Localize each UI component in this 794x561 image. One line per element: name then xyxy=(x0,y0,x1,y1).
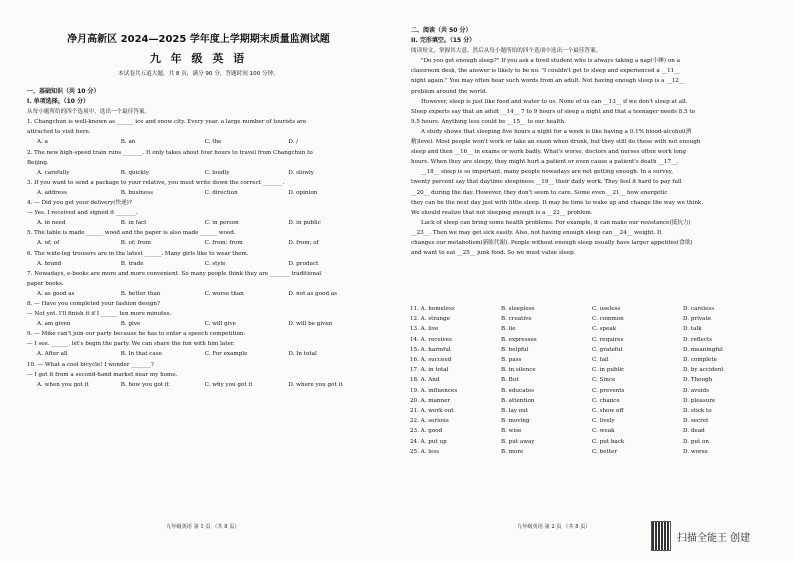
option: 22. A. serious xyxy=(410,418,449,425)
question-line: Beijing. xyxy=(27,159,49,166)
question-line: 7. Nowadays, e-books are more and more convenient. So many people think they are _______ traditional xyxy=(27,270,322,277)
option: C. style xyxy=(204,260,226,267)
passage-line: 精)level. Most people won't work or take an exam when drunk, but they still do these with not enough xyxy=(411,139,701,146)
option: D. meaningful xyxy=(683,346,723,353)
option: B. business xyxy=(120,189,153,196)
option: 20. A. manner xyxy=(410,397,451,404)
option: B. But xyxy=(501,377,519,384)
option: C. requires xyxy=(592,336,624,343)
question-line: 9. — Mike can't join our party because he has to enter a speech competition. xyxy=(27,331,246,338)
passage-line: A study shows that sleeping five hours a night for a week is like having a 0.1% blood-alcohol(酒 xyxy=(421,128,692,135)
options-row xyxy=(410,335,774,345)
options-row xyxy=(27,289,379,299)
option: B. more xyxy=(501,448,524,455)
passage-line: __23__. Then we may get sick easily. Also, not having enough sleep can __24__ weight. It xyxy=(411,229,662,236)
option: D. Though xyxy=(683,377,713,384)
option: B. lie xyxy=(501,326,516,333)
qr-code-icon xyxy=(651,521,671,551)
question-line: — I see. ______, let's begin the party. We can share the fun with him later. xyxy=(27,341,235,348)
option: D. / xyxy=(288,139,299,146)
exam-notice: 本试卷共五道大题，共 8 页，满分 90 分，答题时间 100 分钟。 xyxy=(118,71,279,77)
options-row xyxy=(410,304,774,314)
option: C. For example xyxy=(204,351,248,358)
subject-title: 九 年 级 英 语 xyxy=(149,52,248,65)
options-row xyxy=(410,416,774,426)
passage-line: __20__ during the day. However, they don't seem to care. Some even __21__ how energetic xyxy=(411,189,668,196)
question-line: 6. The wide-leg trousers are in the latest ______. Many girls like to wear them. xyxy=(27,250,249,257)
option: D. from; of xyxy=(288,240,319,247)
options-row xyxy=(27,218,379,228)
passage-line: they can be the next day just with little sleep. It may be time to wake up and change the way we think. xyxy=(411,199,704,206)
question-line: 3. If you want to send a package to your relative, you must write down the correct _______. xyxy=(27,179,285,186)
option: A. After all xyxy=(37,351,68,358)
option: D. private xyxy=(683,316,711,323)
option: 13. A. live xyxy=(410,326,439,333)
option: C. will give xyxy=(204,321,236,328)
option: D. by accident xyxy=(683,367,724,374)
option: B. trade xyxy=(120,260,144,267)
option: B. sleepless xyxy=(501,306,535,312)
passage-line: hours. When they are sleepy, they might hurt a patient or even cause a patient's death __17__. xyxy=(411,159,679,166)
passage-line: Sleep experts say that an adult __14__ 7 to 9 hours of sleep a night and that a teenager needs 8.5 to xyxy=(411,108,696,115)
option: C. worse than xyxy=(204,290,244,297)
option: B. lay out xyxy=(501,408,528,415)
option: A. carefully xyxy=(37,169,70,176)
option: D. in public xyxy=(288,220,321,227)
question-line: attracted to visit here. xyxy=(27,129,91,136)
options-row xyxy=(410,396,774,406)
option: C. in public xyxy=(592,367,625,374)
options-row xyxy=(27,349,379,359)
question-line: 1. Changchun is well-known as ______ ice and snow city. Every year, a large number of tourists are xyxy=(27,119,307,126)
option: 24. A. put up xyxy=(410,438,447,445)
passage-line: changes our metabolism(新陈代谢). People without enough sleep usually have larger appetites(食欲) xyxy=(411,239,693,246)
options-row xyxy=(410,375,774,385)
options-row xyxy=(410,447,774,457)
option: C. fail xyxy=(592,357,609,364)
option: D. secret xyxy=(683,418,709,425)
option: B. put away xyxy=(501,438,535,445)
options-row xyxy=(410,386,774,396)
passage-line: twenty percent say that daytime sleepiness __19__ their daily work. They feel it hard to pay full xyxy=(411,179,682,186)
option: A. address xyxy=(37,189,67,196)
option: 18. A. And xyxy=(410,377,440,384)
passage-line: "Do you get enough sleep?" If you ask a tired student who is always taking a nap(小睡) on a xyxy=(421,58,680,65)
option: B. of; from xyxy=(120,240,151,247)
option: C. prevents xyxy=(592,387,625,394)
option: C. Since xyxy=(592,377,616,384)
option: C. grateful xyxy=(592,346,623,353)
option: A. am given xyxy=(37,321,71,328)
option: D. avoids xyxy=(683,387,709,394)
exam-title: 净月高新区 2024—2025 学年度上学期期末质量监测试题 xyxy=(67,34,330,45)
option: 17. A. in total xyxy=(410,367,449,374)
option: C. chance xyxy=(592,397,620,404)
question-line: — I got it from a second-hand market near my home. xyxy=(27,371,178,378)
passage-line: night again." You may often hear such words from an adult. Not having enough sleep is a __12__ xyxy=(411,78,685,85)
part-heading: II. 完形填空。（15 分） xyxy=(411,37,476,45)
option: B. how you got it xyxy=(120,381,169,388)
option: C. in person xyxy=(204,220,239,227)
option: B. in fact xyxy=(120,220,147,227)
options-row xyxy=(27,188,379,198)
option: B. wise xyxy=(501,428,522,435)
part-heading: I. 单项选择。（10 分） xyxy=(27,98,90,106)
option: C. useless xyxy=(592,306,621,312)
option: C. direction xyxy=(204,189,238,196)
option: B. educates xyxy=(501,387,535,394)
options-row xyxy=(410,314,774,324)
option: C. from; from xyxy=(204,240,243,247)
option: C. show off xyxy=(592,408,624,415)
option: B. attention xyxy=(501,397,535,404)
option: C. speak xyxy=(592,326,617,333)
option: D. dead xyxy=(683,428,705,435)
options-row xyxy=(410,437,774,447)
question-line: 8. — Have you completed your fashion design? xyxy=(27,300,160,307)
option: B. an xyxy=(120,139,136,146)
options-row xyxy=(410,426,774,436)
option: C. common xyxy=(592,316,624,323)
options-row xyxy=(27,380,379,390)
option: A. as good as xyxy=(37,290,75,297)
option: 25. A. less xyxy=(410,448,440,455)
option: A. in need xyxy=(37,220,66,227)
option: B. better than xyxy=(120,290,161,297)
options-row xyxy=(410,406,774,416)
option: D. careless xyxy=(683,306,715,312)
options-row xyxy=(27,259,379,269)
option: A. a xyxy=(37,139,48,146)
option: 23. A. good xyxy=(410,428,443,435)
option: C. loudly xyxy=(204,169,230,176)
options-row xyxy=(27,238,379,248)
options-row xyxy=(27,319,379,329)
options-row xyxy=(27,168,379,178)
instructions: 阅读短文，掌握其大意，然后从每小题所给的四个选项中选出一个最佳答案。 xyxy=(411,48,602,55)
option: B. In that case xyxy=(120,351,162,358)
option: D. In total xyxy=(288,351,317,358)
passage-line: classroom desk, the answer is likely to be no. "I couldn't get to sleep and experienced a __11__ xyxy=(411,68,680,75)
instructions: 从每小题所给的四个选项中，选出一个最佳答案。 xyxy=(27,109,151,116)
option: D. not as good as xyxy=(288,290,338,297)
option: 12. A. strange xyxy=(410,316,450,323)
passage-line: We should realize that not sleeping enough is a __22__ problem. xyxy=(411,209,593,216)
question-line: 10. — What a cool bicycle! I wonder _______? xyxy=(27,361,154,368)
options-row xyxy=(410,345,774,355)
option: D. worse xyxy=(683,448,708,455)
option: C. the xyxy=(204,139,222,146)
passage-line: and want to eat __25__ junk food. So we must value sleep. xyxy=(411,250,576,257)
option: 14. A. receives xyxy=(410,336,452,343)
option: 15. A. harmful xyxy=(410,346,451,353)
option: B. expresses xyxy=(501,336,537,343)
option: D. reflects xyxy=(683,336,713,343)
option: 21. A. work out xyxy=(410,408,454,415)
question-line: — Not yet. I'll finish it if I ______ ten more minutes. xyxy=(27,311,172,318)
option: 11. A. homeless xyxy=(410,306,455,312)
passage-line: However, sleep is just like food and water to us. None of us can __13__ if we don't sleep at all. xyxy=(421,98,688,105)
passage-line: __18__ sleep is so important, many people nowadays are not getting enough. In a survey, xyxy=(421,169,673,176)
options-row xyxy=(410,365,774,375)
option: B. helpful xyxy=(501,346,529,353)
section-heading: 二、阅读（共 50 分） xyxy=(411,27,472,34)
page-2 xyxy=(397,0,794,561)
page-footer: 九年级英语 第 1 页 （共 8 页） xyxy=(166,524,240,530)
option: D. talk xyxy=(683,326,702,333)
option: C. lively xyxy=(592,418,615,425)
left-column xyxy=(27,87,379,390)
option: D. put on xyxy=(683,438,710,445)
page-footer: 九年级英语 第 2 页 （共 8 页） xyxy=(517,524,591,530)
passage-line: sleep and then __16__ in exams or work badly. What's worse, doctors and nurses often work long xyxy=(411,149,686,156)
option: C. better xyxy=(592,448,618,455)
option: 16. A. succeed xyxy=(410,357,452,364)
options-row xyxy=(410,324,774,334)
option: D. opinion xyxy=(288,189,318,196)
passage-line: Lack of sleep can bring some health problems. For example, it can make our resistance(抵抗力) xyxy=(421,219,691,226)
option: B. pass xyxy=(501,357,522,364)
passage-line: 9.5 hours. Anything less could be __15__ to our health. xyxy=(411,118,566,125)
question-line: 4. — Did you get your delivery(快递)? xyxy=(27,200,132,207)
question-line: paper books. xyxy=(27,280,64,287)
question-line: — Yes. I received and signed it _______. xyxy=(27,210,138,217)
option: D. complete xyxy=(683,357,717,364)
right-column xyxy=(411,26,781,258)
option: A. of; of xyxy=(37,240,60,247)
option: D. will be given xyxy=(288,321,333,328)
question-line: 2. The new high-speed train runs _______. It only takes about four hours to travel from Changchun to xyxy=(27,149,313,156)
option: 19. A. influences xyxy=(410,387,458,394)
question-line: 5. The table is made ______ wood and the paper is also made ______ wood. xyxy=(27,230,236,237)
option: A. brand xyxy=(37,260,62,267)
options-row xyxy=(410,355,774,365)
option: D. stick to xyxy=(683,408,712,415)
option: B. quickly xyxy=(120,169,149,176)
option: C. put back xyxy=(592,438,625,445)
cloze-options xyxy=(410,304,774,457)
option: B. moving xyxy=(501,418,530,425)
option: C. weak xyxy=(592,428,615,435)
option: B. creative xyxy=(501,316,532,323)
option: B. give xyxy=(120,321,141,328)
scanner-watermark xyxy=(651,521,750,551)
options-row xyxy=(27,137,379,147)
option: D. slowly xyxy=(288,169,314,176)
option: D. product xyxy=(288,260,319,267)
watermark-text: 扫描全能王 创建 xyxy=(677,532,751,544)
option: D. where you got it xyxy=(288,381,343,388)
option: B. in silence xyxy=(501,367,536,374)
option: C. why you got it xyxy=(204,381,253,388)
section-heading: 一、基础知识（共 10 分） xyxy=(27,88,100,95)
passage-line: problem around the world. xyxy=(411,88,488,95)
option: D. pleasure xyxy=(683,397,716,404)
option: A. when you got it xyxy=(37,381,89,388)
